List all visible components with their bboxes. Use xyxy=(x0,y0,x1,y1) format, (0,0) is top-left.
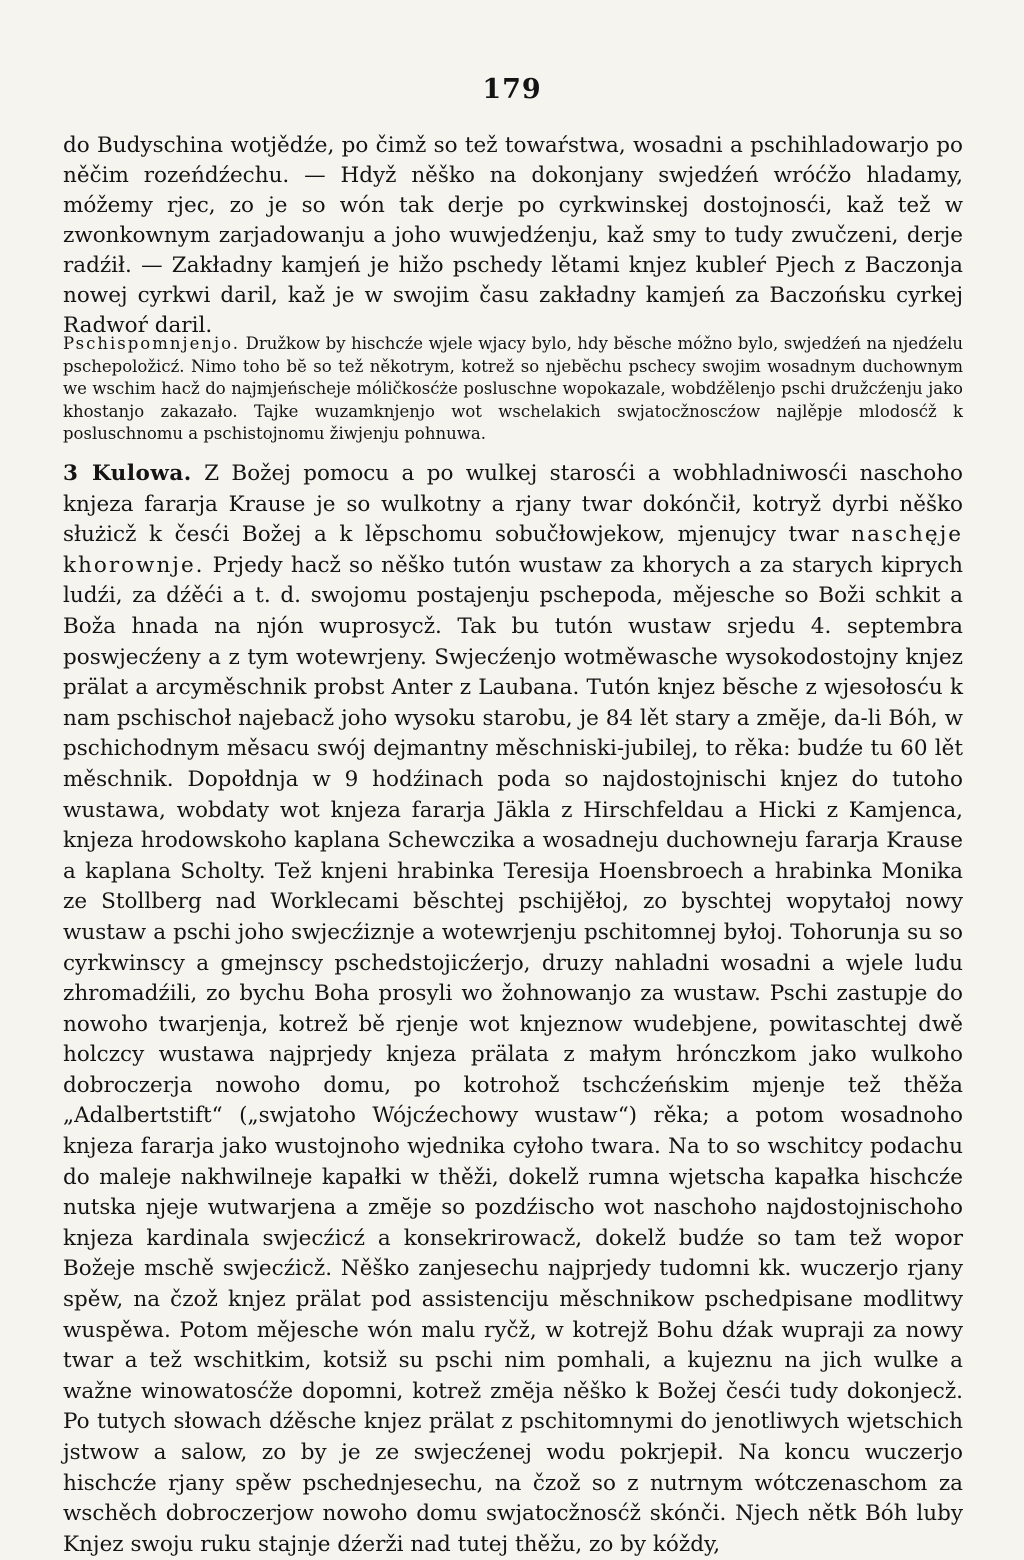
kulowa-text-b: Prjedy hacž so něško tutón wustaw za khorych a za starych kiprych ludźi, za dźěći a t. d. swojomu postajenju pschepoda, mějesche so Boži schkit a Boža hnada na njón wuprosycž. Tak bu tutón wustaw srjedu 4. septembra poswjecźeny a z tym wotewrjeny. Swjecźenjo wotměwasche wysokodostojny knjez prälat a arcyměschnik probst Anter z Laubana. Tutón knjez bĕsche z wjesołosću k nam pschischoł najebacž joho wysoku starobu, je 84 lět stary a zmĕje, da-li Bóh, w pschichodnym měsacu swój dejmantny měschniski-jubilej, to rěka: budźe tu 60 lět měschnik. Dopołdnja w 9 hodźinach poda so najdostojnischi knjez do tutoho wustawa, wobdaty wot knjeza fararja Jäkla z Hirschfeldau a Hicki z Kamjenca, knjeza hrodowskoho kaplana Schewczika a wosadneju duchowneju fararja Krause a kaplana Scholty. Tež knjeni hrabinka Teresija Hoensbroech a hrabinka Monika ze Stollberg nad Worklecami běschtej pschijěłoj, zo byschtej wopytałoj nowy wustaw a pschi joho swjecźiznje a wotewrjenju pschitomnej byłoj. Tohorunja su so cyrkwinscy a gmejnscy pschedstojicźerjo, druzy nahladni wosadni a wjele ludu zhromadźili, zo bychu Boha prosyli wo žohnowanjo za wustaw. Pschi zastupje do nowoho twarjenja, kotrež bě rjenje wot knjeznow wudebjene, powitaschtej dwě holczcy wustawa najprjedy knjeza prälata z małym hrónczkom jako wulkoho dobroczerja nowoho domu, po kotrohož tschcźeńskim mjenje tež thěža „Adalbertstift“ („swjatoho Wójcźechowy wustaw“) rěka; a potom wosadnoho knjeza fararja jako wustojnoho wjednika cyłoho twara. Na to so wschitcy podachu do maleje nakhwilneje kapałki w thěži, dokelž rumna wjetscha kapałka hischcźe nutska njeje wutwarjena a zmĕje so pozdźischo wot naschoho najdostojnischoho knjeza kardinala swjecźicź a konsekrirowacž, dokelž budźe so tam tež wopor Božeje mschě swjecźicž. Něško zanjesechu najprjedy tudomni kk. wuczerjo rjany spěw, na čzož knjez prälat pod assistenciju měschnikow pschedpisane modlitwy wuspěwa. Potom mějesche wón malu ryčž, w kotrejž Bohu dźak wupraji za nowy twar a tež wschitkim, kotsiž su pschi nim pomhali, a kujeznu na jich wulke a wažne winowatosćže dopomni, kotrež zmĕja něško k Božej česći tudy dokonjecž. Po tutych słowach dźěsche knjez prälat z pschitomnymi do jenotliwych wjetschich jstwow a salow, zo by je ze swjecźenej wodu pokrjepił. Na koncu wuczerjo hischcźe rjany spěw pschednjesechu, na čzož so z nutrnym wótczenaschom za wschěch dobroczerjow nowoho domu swjatocžnosćž skónči. Njech nětk Bóh luby Knjez swoju ruku stajnje dźerži nad tutej thěžu, zo by kóždy, xyxy=(63,552,963,1557)
kulowa-text-a: Z Božej pomocu a po wulkej starosći a wobhladniwosći naschoho knjeza fararja Krause je so wulkotny a rjany twar dokónčił, kotryž dyrbi něško służicž k česći Božej a k lěpschomu sobučłowjekow, mjenujcy twar xyxy=(63,461,963,548)
footnote-paragraph xyxy=(63,333,963,446)
body-paragraph-kulowa xyxy=(63,459,963,1560)
page-number: 179 xyxy=(482,74,542,105)
section-heading-kulowa: 3 Kulowa. xyxy=(63,461,192,486)
footnote-text: Družkow by hischcźe wjele wjacy bylo, hdy bĕsche móžno bylo, swjedźeń na njedźelu pschepoložicź. Nimo toho bĕ so tež někotrym, kotrež so njebĕchu pschecy swojim wosadnym duchownym we wschim hacž do najmjeńscheje móličkosćże posluschne wopokazale, wobdźělenjo pschi družcźenju jako khostanjo zakazało. Tajke wuzamknjenjo wot wschelakich swjatocžnoscźow najlěpje mlodosćž k posluschnomu a pschistojnomu žiwjenju pohnuwa. xyxy=(63,334,963,443)
body-paragraph-1: do Budyschina wotjědźe, po čimž so tež towaŕstwa, wosadni a pschihladowarjo po něčim rozeńdźechu. — Hdyž něško na dokonjany swjedźeń wróćžo hladamy, móžemy rjec, zo je so wón tak derje po cyrkwinskej dostojnosći, kaž tež w zwonkownym zarjadowanju a joho wuwjedźenju, kaž smy to tudy zwučzeni, derje radźił. — Zakładny kamjeń je hižo pschedy lětami knjez kubleŕ Pjech z Baczonja nowej cyrkwi daril, kaž je w swojim času zakładny kamjeń za Baczońsku cyrkej Radwoŕ daril. xyxy=(63,133,963,338)
kulowa-emphasis: naschęje khorownje. xyxy=(63,522,963,578)
footnote-lead: Pschispomnjenjo. xyxy=(63,334,241,353)
